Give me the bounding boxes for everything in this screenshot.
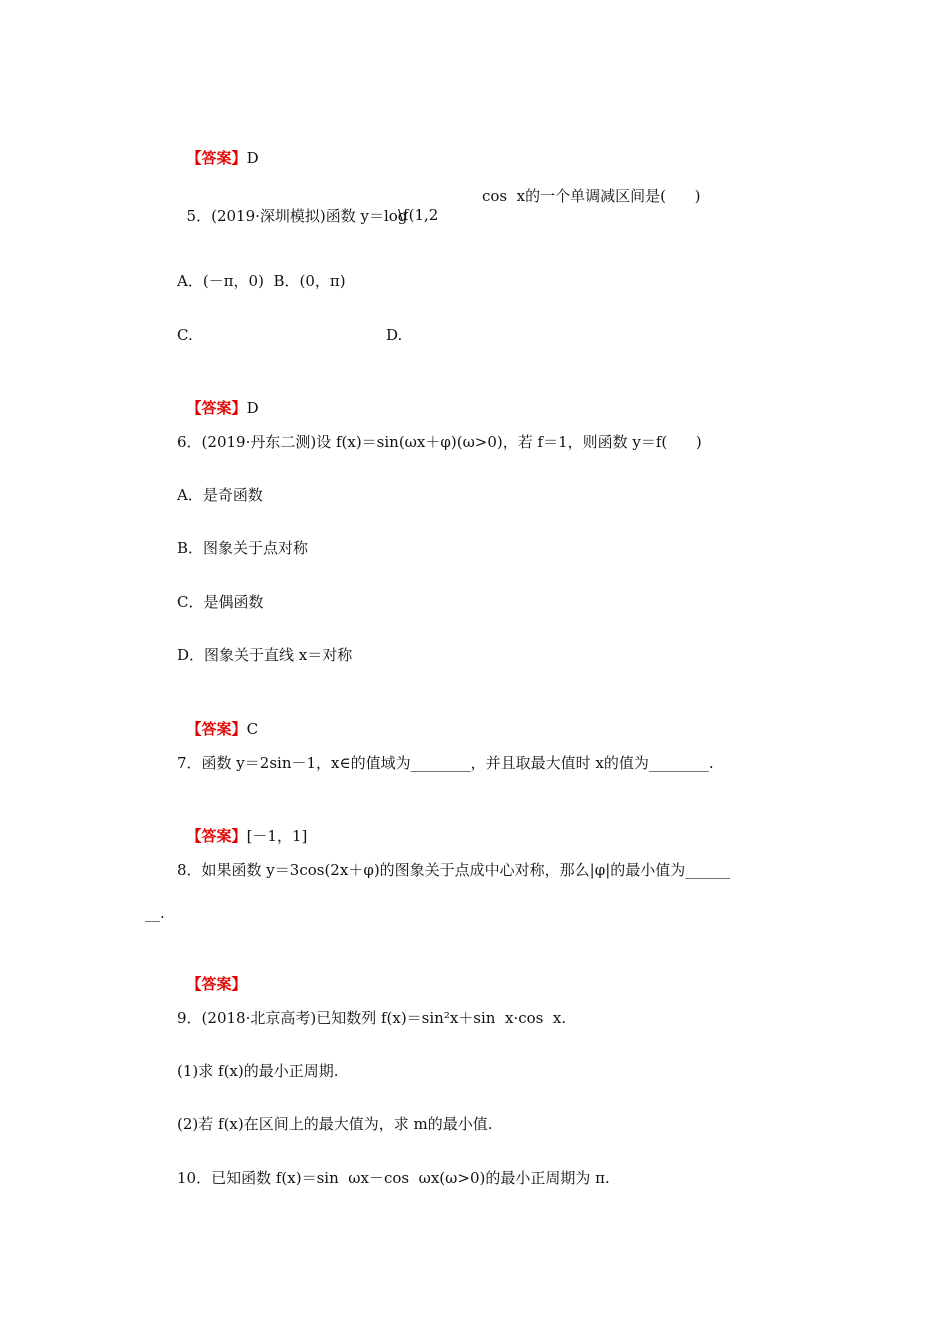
question-8: 8．如果函数 y＝3cos(2x＋φ)的图象关于点成中心对称，那么|φ|的最小值为______ [177, 861, 731, 879]
question-6-option-d: D．图象关于直线 x＝对称 [177, 646, 353, 664]
question-8-continuation: __. [145, 904, 165, 922]
answer-line [177, 699, 258, 739]
question-6-option-a: A．是奇函数 [177, 486, 263, 504]
question-5-option-c: C. [177, 326, 193, 344]
question-5 [177, 186, 407, 226]
question-6-option-c: C．是偶函数 [177, 593, 264, 611]
answer-line [177, 378, 259, 418]
answer-value: D [246, 399, 259, 417]
answer-line [177, 128, 259, 168]
answer-line [177, 954, 247, 994]
question-10: 10．已知函数 f(x)＝sin ωx－cos ωx(ω>0)的最小正周期为 π. [177, 1169, 610, 1187]
answer-value: [－1，1] [246, 827, 308, 845]
question-5-options-ab: A．(－π，0) B．(0，π) [177, 272, 346, 290]
answer-value: D [246, 149, 259, 167]
question-5-text: 5．(2019·深圳模拟)函数 y＝log [186, 207, 408, 225]
answer-label: 【答案】 [186, 399, 247, 417]
answer-line [177, 806, 307, 846]
answer-label: 【答案】 [186, 149, 247, 167]
answer-label: 【答案】 [186, 827, 247, 845]
question-5-option-d: D. [386, 326, 403, 344]
question-5-subscript: \f(1,2 [398, 206, 439, 224]
answer-label: 【答案】 [186, 720, 247, 738]
answer-value: C [246, 720, 259, 738]
question-5-tail: cos x的一个单调减区间是( ) [482, 187, 701, 205]
answer-label: 【答案】 [186, 975, 247, 993]
question-9-part-2: (2)若 f(x)在区间上的最大值为，求 m的最小值. [177, 1115, 493, 1133]
question-7: 7．函数 y＝2sin－1，x∈的值域为________，并且取最大值时 x的值为________. [177, 754, 714, 772]
question-9: 9．(2018·北京高考)已知数列 f(x)＝sin²x＋sin x·cos x. [177, 1009, 567, 1027]
question-6: 6．(2019·丹东二测)设 f(x)＝sin(ωx＋φ)(ω>0)，若 f＝1，则函数 y＝f( ) [177, 433, 702, 451]
question-9-part-1: (1)求 f(x)的最小正周期. [177, 1062, 339, 1080]
question-6-option-b: B．图象关于点对称 [177, 539, 309, 557]
